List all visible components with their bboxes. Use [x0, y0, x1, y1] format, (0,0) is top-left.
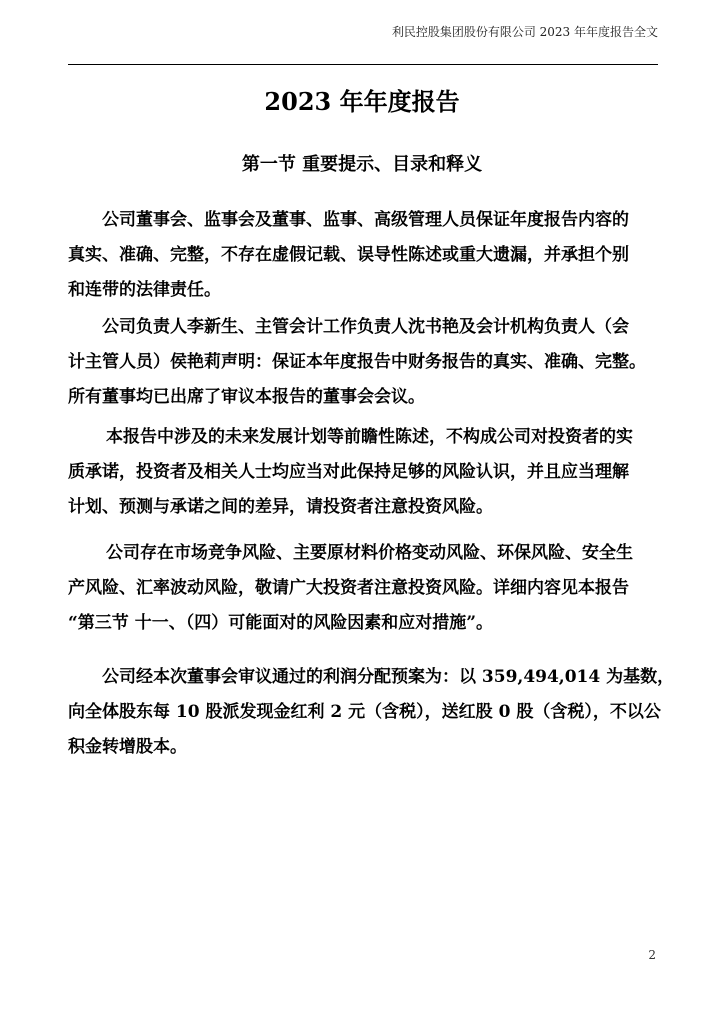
paragraph-board-guarantee [68, 203, 660, 308]
header-divider [68, 64, 658, 65]
paragraph-line: 质承诺，投资者及相关人士均应当对此保持足够的风险认识，并且应当理解 [68, 462, 629, 482]
paragraph-line: 向全体股东每 10 股派发现金红利 2 元（含税），送红股 0 股（含税），不以公 [68, 702, 661, 722]
paragraph-line: 公司董事会、监事会及董事、监事、高级管理人员保证年度报告内容的 [102, 210, 629, 230]
paragraph-line: 公司负责人李新生、主管会计工作负责人沈书艳及会计机构负责人（会 [102, 317, 629, 337]
paragraph-profit-distribution [68, 660, 675, 765]
paragraph-line: 产风险、汇率波动风险，敬请广大投资者注意投资风险。详细内容见本报告 [68, 578, 629, 598]
paragraph-line: 计划、预测与承诺之间的差异，请投资者注意投资风险。 [68, 497, 493, 517]
document-title: 2023 年年度报告 [264, 87, 460, 116]
paragraph-risk-notice [68, 536, 660, 641]
running-header: 利民控股集团股份有限公司 2023 年年度报告全文 [391, 25, 658, 39]
paragraph-line: 和连带的法律责任。 [68, 280, 221, 300]
paragraph-line: 计主管人员）侯艳莉声明：保证本年度报告中财务报告的真实、准确、完整。 [68, 352, 646, 372]
paragraph-line: 真实、准确、完整，不存在虚假记载、误导性陈述或重大遗漏，并承担个别 [68, 245, 629, 265]
paragraph-responsible-persons [68, 310, 660, 415]
paragraph-line: 本报告中涉及的未来发展计划等前瞻性陈述，不构成公司对投资者的实 [106, 427, 633, 447]
page-number: 2 [648, 948, 656, 962]
paragraph-line: 公司存在市场竞争风险、主要原材料价格变动风险、环保风险、安全生 [106, 543, 633, 563]
paragraph-line: 所有董事均已出席了审议本报告的董事会会议。 [68, 387, 425, 407]
paragraph-forward-looking [68, 420, 660, 525]
section-title: 第一节 重要提示、目录和释义 [241, 154, 483, 175]
paragraph-line: 积金转增股本。 [68, 737, 187, 757]
paragraph-line: “第三节 十一、（四）可能面对的风险因素和应对措施”。 [68, 613, 493, 633]
paragraph-line: 公司经本次董事会审议通过的利润分配预案为：以 359,494,014 为基数， [102, 667, 675, 687]
